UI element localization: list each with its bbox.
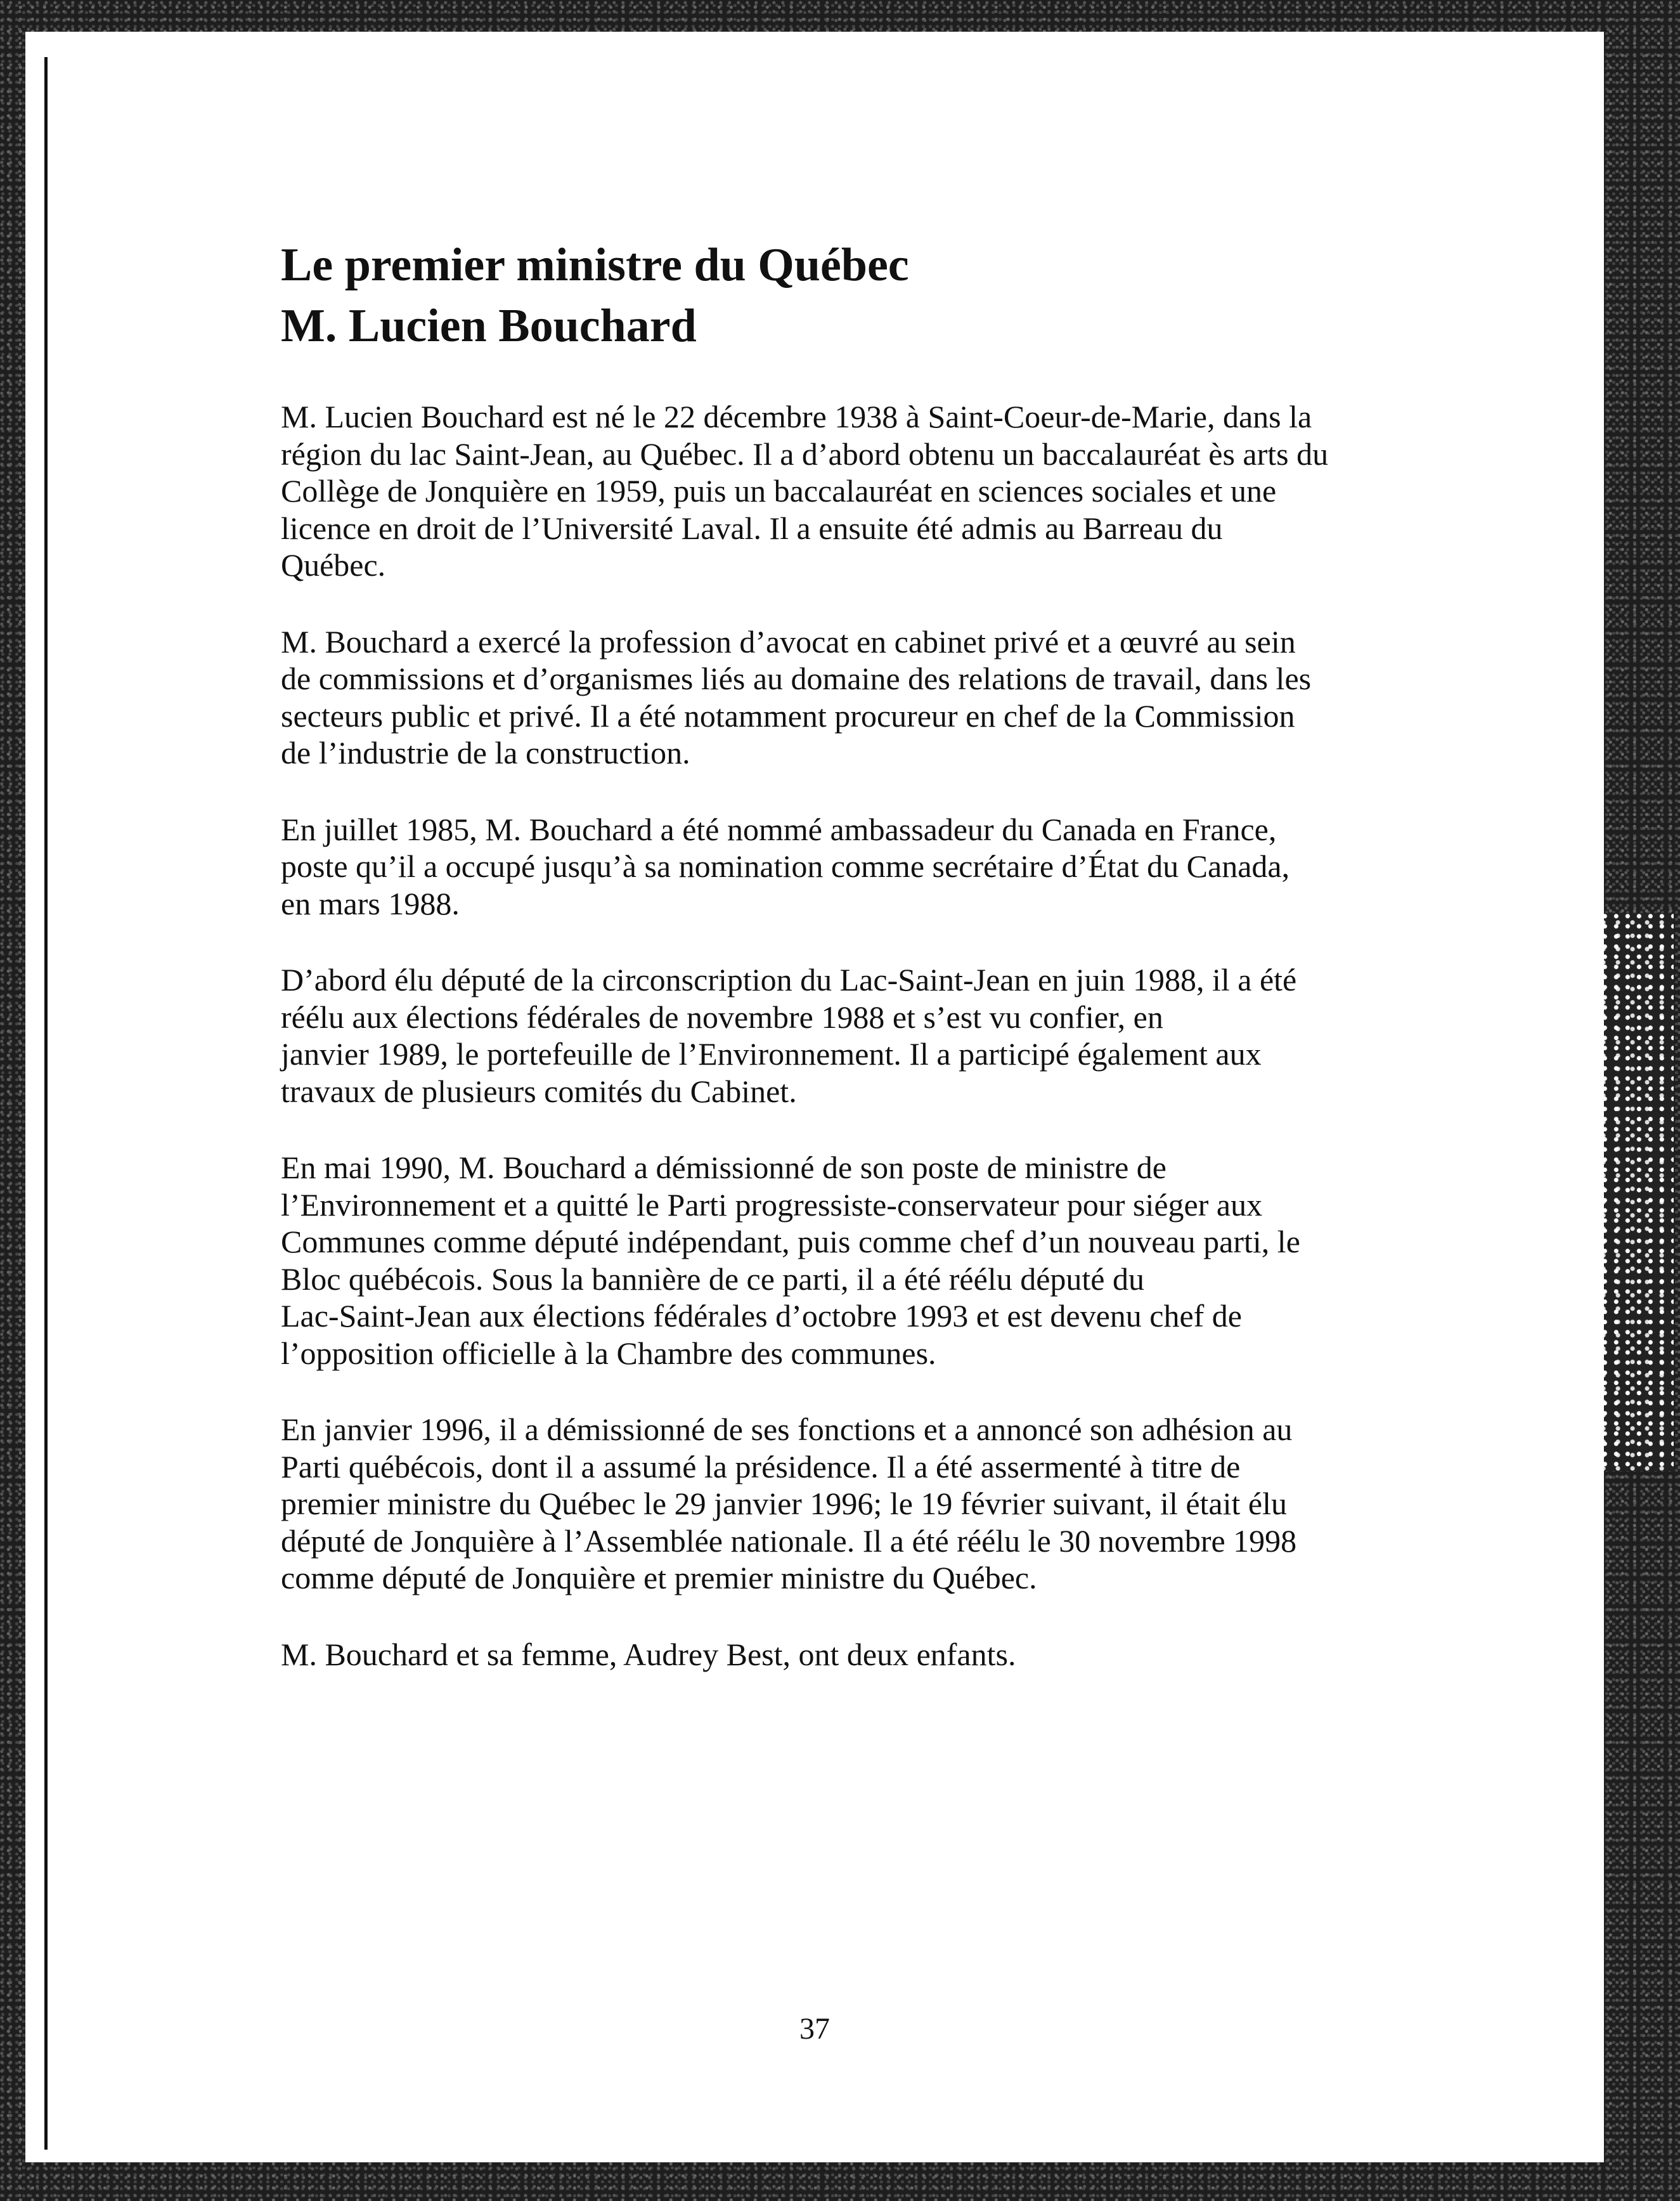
text-line: M. Bouchard et sa femme, Audrey Best, ont deux enfants. [281, 1636, 1016, 1672]
paragraph-ambassador [281, 811, 1397, 923]
paragraph-bloc-quebecois [281, 1149, 1397, 1372]
paragraph-premier [281, 1411, 1397, 1597]
text-line: premier ministre du Québec le 29 janvier 1996; le 19 février suivant, il était élu [281, 1486, 1287, 1521]
text-line: l’opposition officielle à la Chambre des communes. [281, 1335, 936, 1371]
text-line: En mai 1990, M. Bouchard a démissionné de son poste de ministre de [281, 1150, 1166, 1185]
page-content [281, 235, 1397, 1712]
page-number: 37 [799, 2012, 830, 2046]
text-line: en mars 1988. [281, 885, 460, 921]
text-line: Lac-Saint-Jean aux élections fédérales d’octobre 1993 et est devenu chef de [281, 1298, 1242, 1334]
title-line: Le premier ministre du Québec [281, 239, 909, 291]
text-line: En juillet 1985, M. Bouchard a été nommé ambassadeur du Canada en France, [281, 811, 1277, 847]
paragraph-law-career [281, 623, 1397, 772]
text-line: Communes comme député indépendant, puis comme chef d’un nouveau parti, le [281, 1224, 1300, 1259]
text-line: Bloc québécois. Sous la bannière de ce parti, il a été réélu député du [281, 1261, 1144, 1297]
text-line: réélu aux élections fédérales de novembre 1988 et s’est vu confier, en [281, 999, 1163, 1035]
text-line: licence en droit de l’Université Laval. Il a ensuite été admis au Barreau du [281, 510, 1223, 546]
text-line: M. Lucien Bouchard est né le 22 décembre 1938 à Saint-Coeur-de-Marie, dans la [281, 399, 1312, 434]
paragraph-birth-education [281, 398, 1397, 584]
text-line: comme député de Jonquière et premier ministre du Québec. [281, 1560, 1037, 1595]
text-line: M. Bouchard a exercé la profession d’avocat en cabinet privé et a œuvré au sein [281, 623, 1296, 659]
text-line: de l’industrie de la construction. [281, 735, 690, 770]
text-line: Québec. [281, 547, 386, 583]
text-line: travaux de plusieurs comités du Cabinet. [281, 1073, 797, 1109]
text-line: secteurs public et privé. Il a été notamment procureur en chef de la Commission [281, 698, 1295, 734]
text-line: poste qu’il a occupé jusqu’à sa nomination comme secrétaire d’État du Canada, [281, 848, 1290, 884]
text-line: de commissions et d’organismes liés au domaine des relations de travail, dans les [281, 661, 1312, 696]
text-line: région du lac Saint-Jean, au Québec. Il a d’abord obtenu un baccalauréat ès arts du [281, 436, 1329, 472]
text-line: janvier 1989, le portefeuille de l’Environnement. Il a participé également aux [281, 1036, 1262, 1072]
text-line: D’abord élu député de la circonscription du Lac-Saint-Jean en juin 1988, il a été [281, 962, 1297, 997]
text-line: l’Environnement et a quitté le Parti progressiste-conservateur pour siéger aux [281, 1186, 1263, 1223]
page-title [281, 235, 1397, 356]
text-line: député de Jonquière à l’Assemblée nationale. Il a été réélu le 30 novembre 1998 [281, 1523, 1297, 1559]
paragraph-family [281, 1636, 1397, 1673]
paragraph-deputy [281, 961, 1397, 1110]
page-binding-rule [44, 57, 48, 2150]
text-line: Collège de Jonquière en 1959, puis un baccalauréat en sciences sociales et une [281, 473, 1277, 509]
text-line: En janvier 1996, il a démissionné de ses fonctions et a annoncé son adhésion au [281, 1412, 1293, 1447]
document-page [25, 32, 1604, 2162]
text-line: Parti québécois, dont il a assumé la présidence. Il a été assermenté à titre de [281, 1448, 1241, 1484]
title-line: M. Lucien Bouchard [281, 300, 697, 352]
